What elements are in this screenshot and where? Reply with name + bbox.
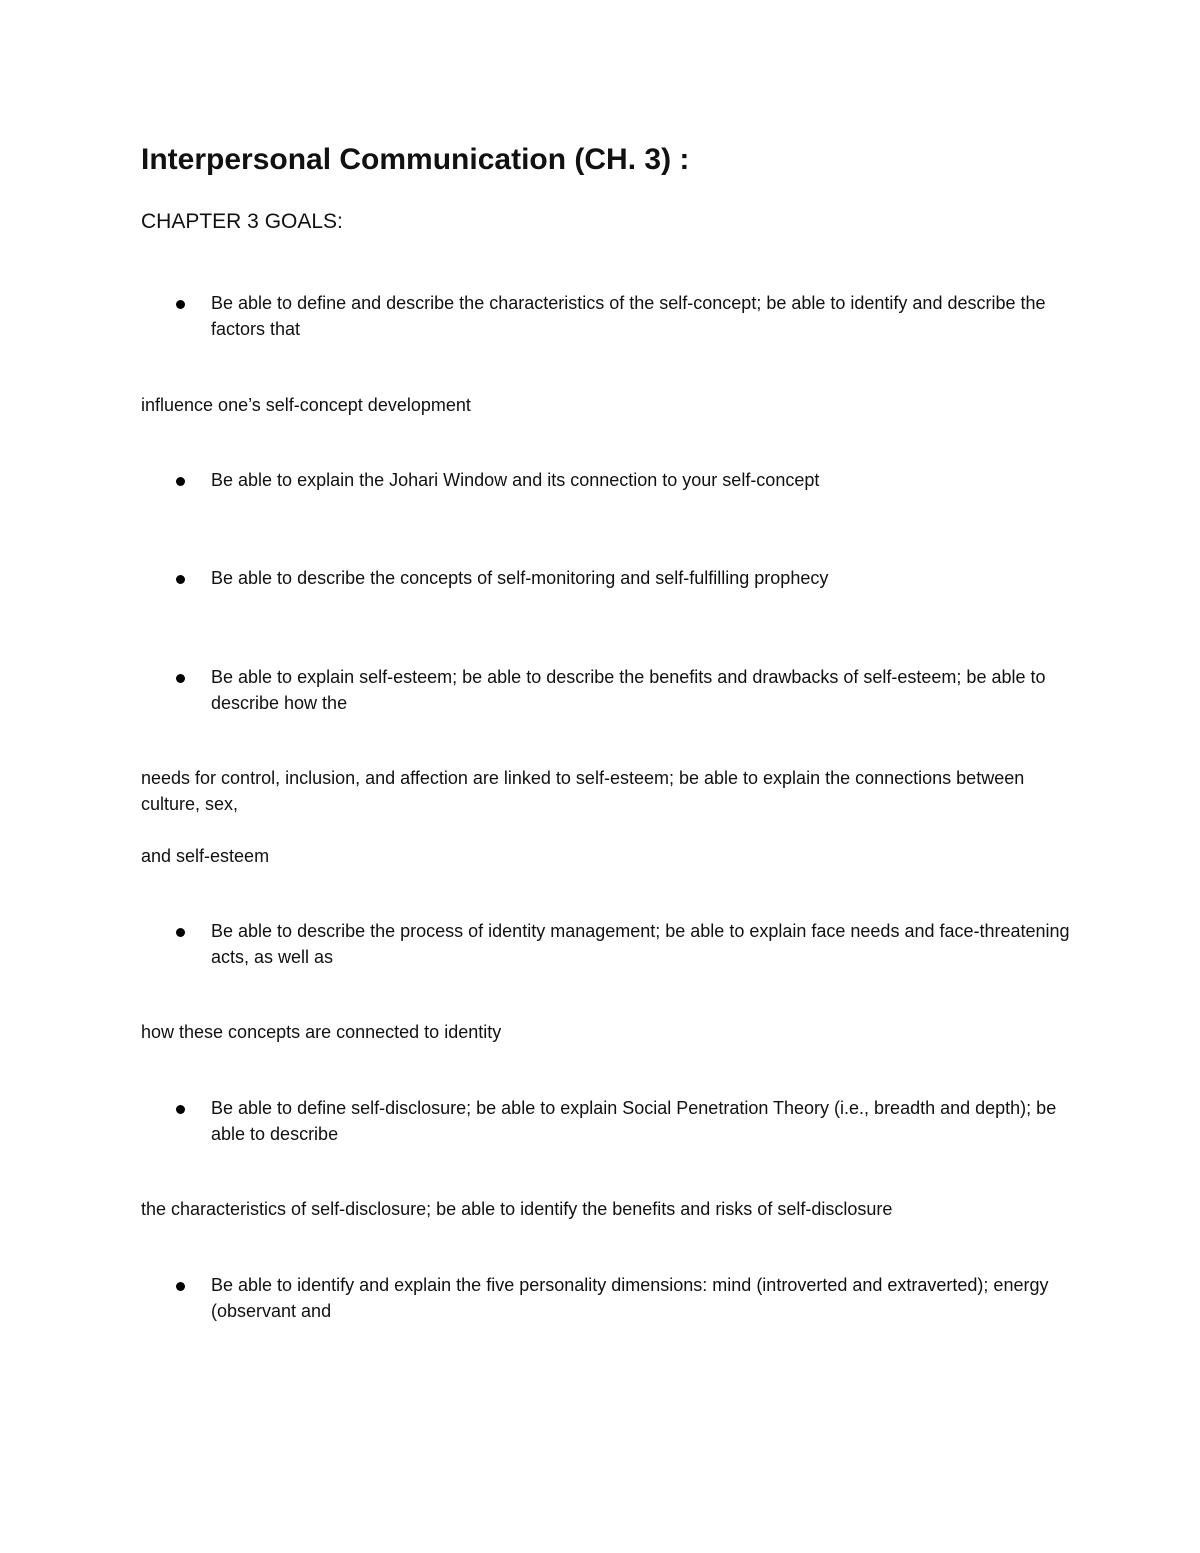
paragraph: how these concepts are connected to identity xyxy=(141,1022,502,1042)
list-item xyxy=(176,664,1076,716)
bullet-icon xyxy=(176,1105,185,1114)
list-item-text: Be able to identify and explain the five personality dimensions: mind (introverted and extraverted); energy (observant and xyxy=(211,1275,1049,1321)
goals-heading: CHAPTER 3 GOALS: xyxy=(141,210,343,233)
list-item-text: Be able to explain self-esteem; be able to describe the benefits and drawbacks of self-esteem; be able to describe how the xyxy=(211,667,1046,713)
list-item xyxy=(176,565,1076,591)
bullet-icon xyxy=(176,477,185,486)
list-item-text: Be able to describe the process of identity management; be able to explain face needs and face-threatening acts, as well as xyxy=(211,921,1070,967)
list-item-text: Be able to define and describe the characteristics of the self-concept; be able to identify and describe the factors that xyxy=(211,293,1046,339)
list-item xyxy=(176,1272,1076,1324)
bullet-icon xyxy=(176,674,185,683)
bullet-icon xyxy=(176,300,185,309)
list-item xyxy=(176,1095,1076,1147)
list-item xyxy=(176,467,1076,493)
paragraph: the characteristics of self-disclosure; be able to identify the benefits and risks of self-disclosure xyxy=(141,1199,893,1219)
bullet-icon xyxy=(176,575,185,584)
list-item-text: Be able to define self-disclosure; be able to explain Social Penetration Theory (i.e., breadth and depth); be able to describe xyxy=(211,1098,1057,1144)
list-item xyxy=(176,290,1076,342)
bullet-icon xyxy=(176,1282,185,1291)
page-title: Interpersonal Communication (CH. 3) : xyxy=(141,143,690,176)
bullet-icon xyxy=(176,928,185,937)
list-item-text: Be able to describe the concepts of self-monitoring and self-fulfilling prophecy xyxy=(211,568,829,588)
list-item-text: Be able to explain the Johari Window and its connection to your self-concept xyxy=(211,470,820,490)
paragraph: needs for control, inclusion, and affection are linked to self-esteem; be able to explain the connections between culture, sex, xyxy=(141,768,1025,814)
list-item xyxy=(176,918,1076,970)
paragraph: and self-esteem xyxy=(141,846,270,866)
paragraph: influence one’s self-concept development xyxy=(141,395,471,415)
